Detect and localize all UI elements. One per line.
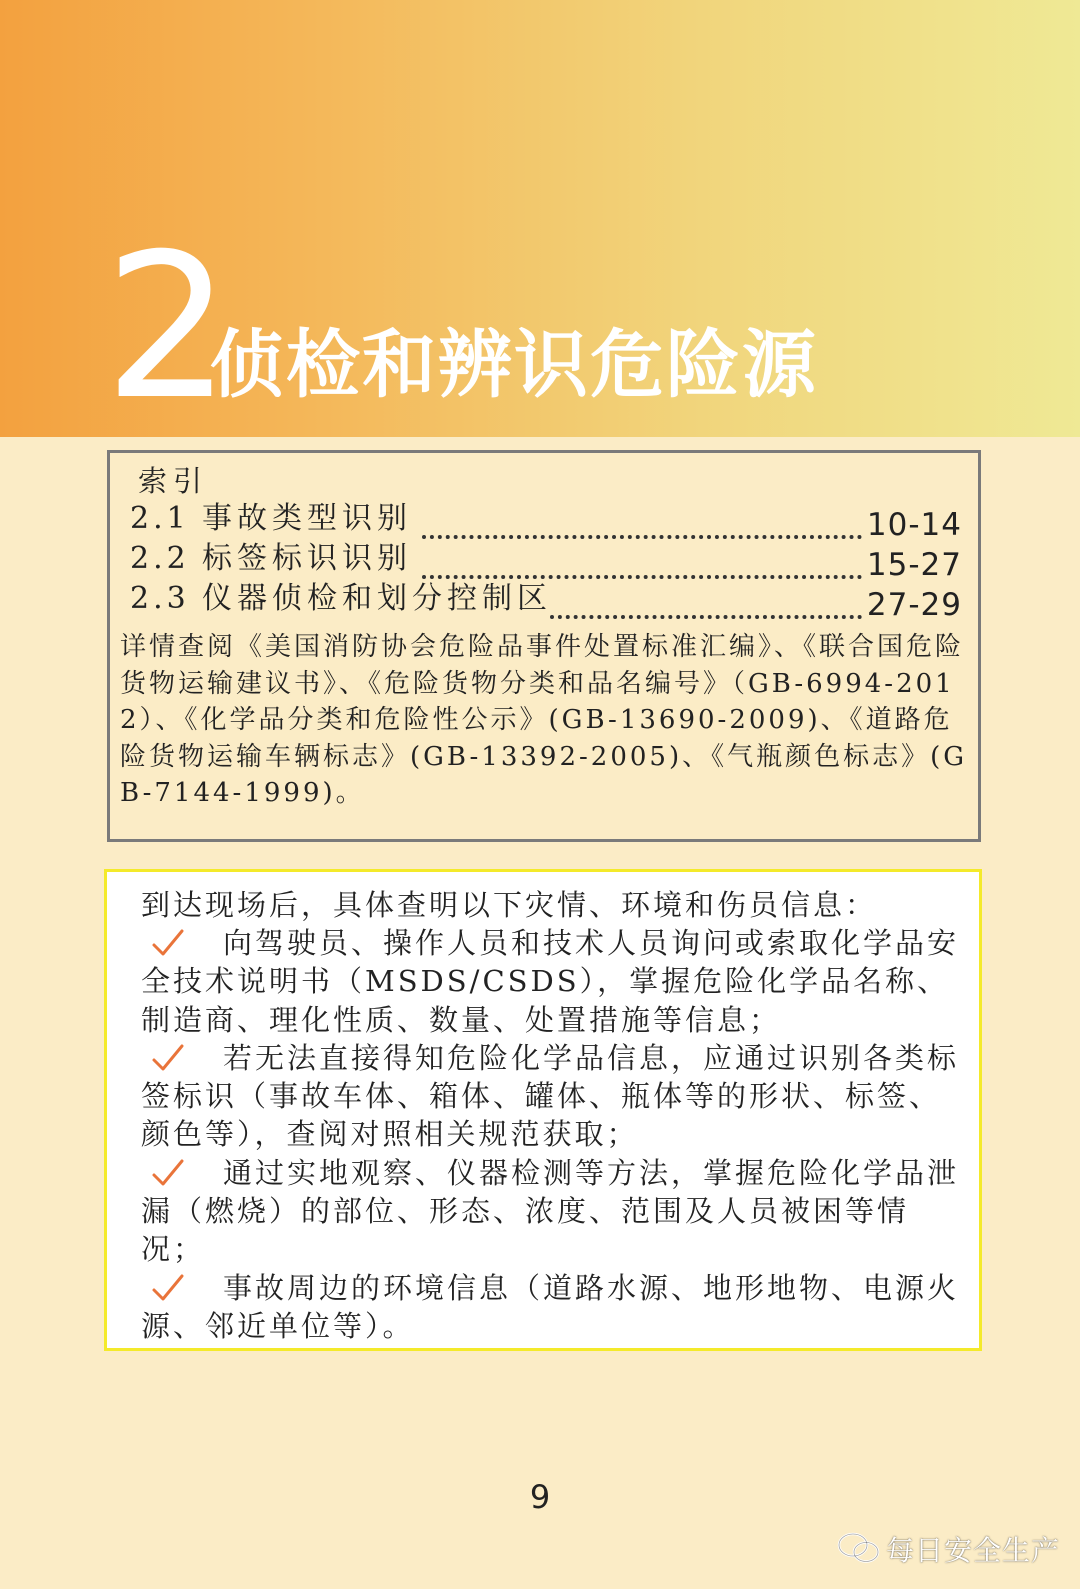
toc-entry-number: 2.2 [130, 541, 190, 576]
index-heading: 索引 [138, 464, 209, 498]
chapter-title: 侦检和辨识危险源 [210, 322, 818, 408]
info-intro: 到达现场后，具体查明以下灾情、环境和伤员信息： [141, 888, 878, 922]
info-item-text: 若无法直接得知危险化学品信息，应通过识别各类标签标识（事故车体、箱体、罐体、瓶体等的形状、标签、颜色等），查阅对照相关规范获取； [141, 1040, 960, 1152]
toc-leader-dots [422, 505, 862, 539]
watermark [836, 1527, 1061, 1567]
toc-entry [130, 499, 962, 543]
toc-entry-pages: 10-14 [866, 507, 962, 543]
info-list-item [141, 1269, 961, 1346]
toc-entry [130, 539, 962, 583]
checkmark-icon [151, 1273, 185, 1303]
info-item-text: 通过实地观察、仪器检测等方法，掌握危险化学品泄漏（燃烧）的部位、形态、浓度、范围及人员被困等情况； [141, 1155, 960, 1267]
toc-entry-pages: 27-29 [866, 587, 962, 623]
page-number: 9 [529, 1478, 551, 1516]
toc-leader-dots [550, 585, 862, 619]
toc-entry-number: 2.1 [130, 501, 190, 536]
chapter-number: 2 [104, 211, 228, 444]
index-box [107, 450, 981, 842]
info-list-item [141, 1039, 961, 1154]
watermark-text: 每日安全生产 [886, 1534, 1061, 1567]
wechat-icon [836, 1531, 882, 1565]
toc-entry [130, 579, 962, 623]
checkmark-icon [151, 928, 185, 958]
toc-entry-pages: 15-27 [866, 547, 962, 583]
info-list-item [141, 1154, 961, 1269]
info-box [104, 869, 982, 1351]
info-item-text: 向驾驶员、操作人员和技术人员询问或索取化学品安全技术说明书（MSDS/CSDS），掌握危险化学品名称、制造商、理化性质、数量、处置措施等信息； [141, 926, 960, 1037]
toc-entry-label: 仪器侦检和划分控制区 [202, 581, 552, 616]
toc-entry-number: 2.3 [130, 581, 190, 616]
index-reference-note: 详情查阅《美国消防协会危险品事件处置标准汇编》、《联合国危险货物运输建议书》、《危险货物分类和品名编号》（GB-6994-2012）、《化学品分类和危险性公示》(GB-13690-2009)、《道路危险货物运输车辆标志》(GB-13392-2005)、《气瓶颜色标志》(GB-7144-1999)。 [120, 632, 968, 808]
checkmark-icon [151, 1043, 185, 1073]
toc-entry-label: 事故类型识别 [202, 501, 412, 536]
info-list-item [141, 924, 961, 1039]
chapter-header [0, 0, 1080, 444]
toc-entry-label: 标签标识识别 [202, 541, 412, 576]
toc-leader-dots [422, 545, 862, 579]
checkmark-icon [151, 1158, 185, 1188]
info-item-text: 事故周边的环境信息（道路水源、地形地物、电源火源、邻近单位等）。 [141, 1270, 960, 1343]
